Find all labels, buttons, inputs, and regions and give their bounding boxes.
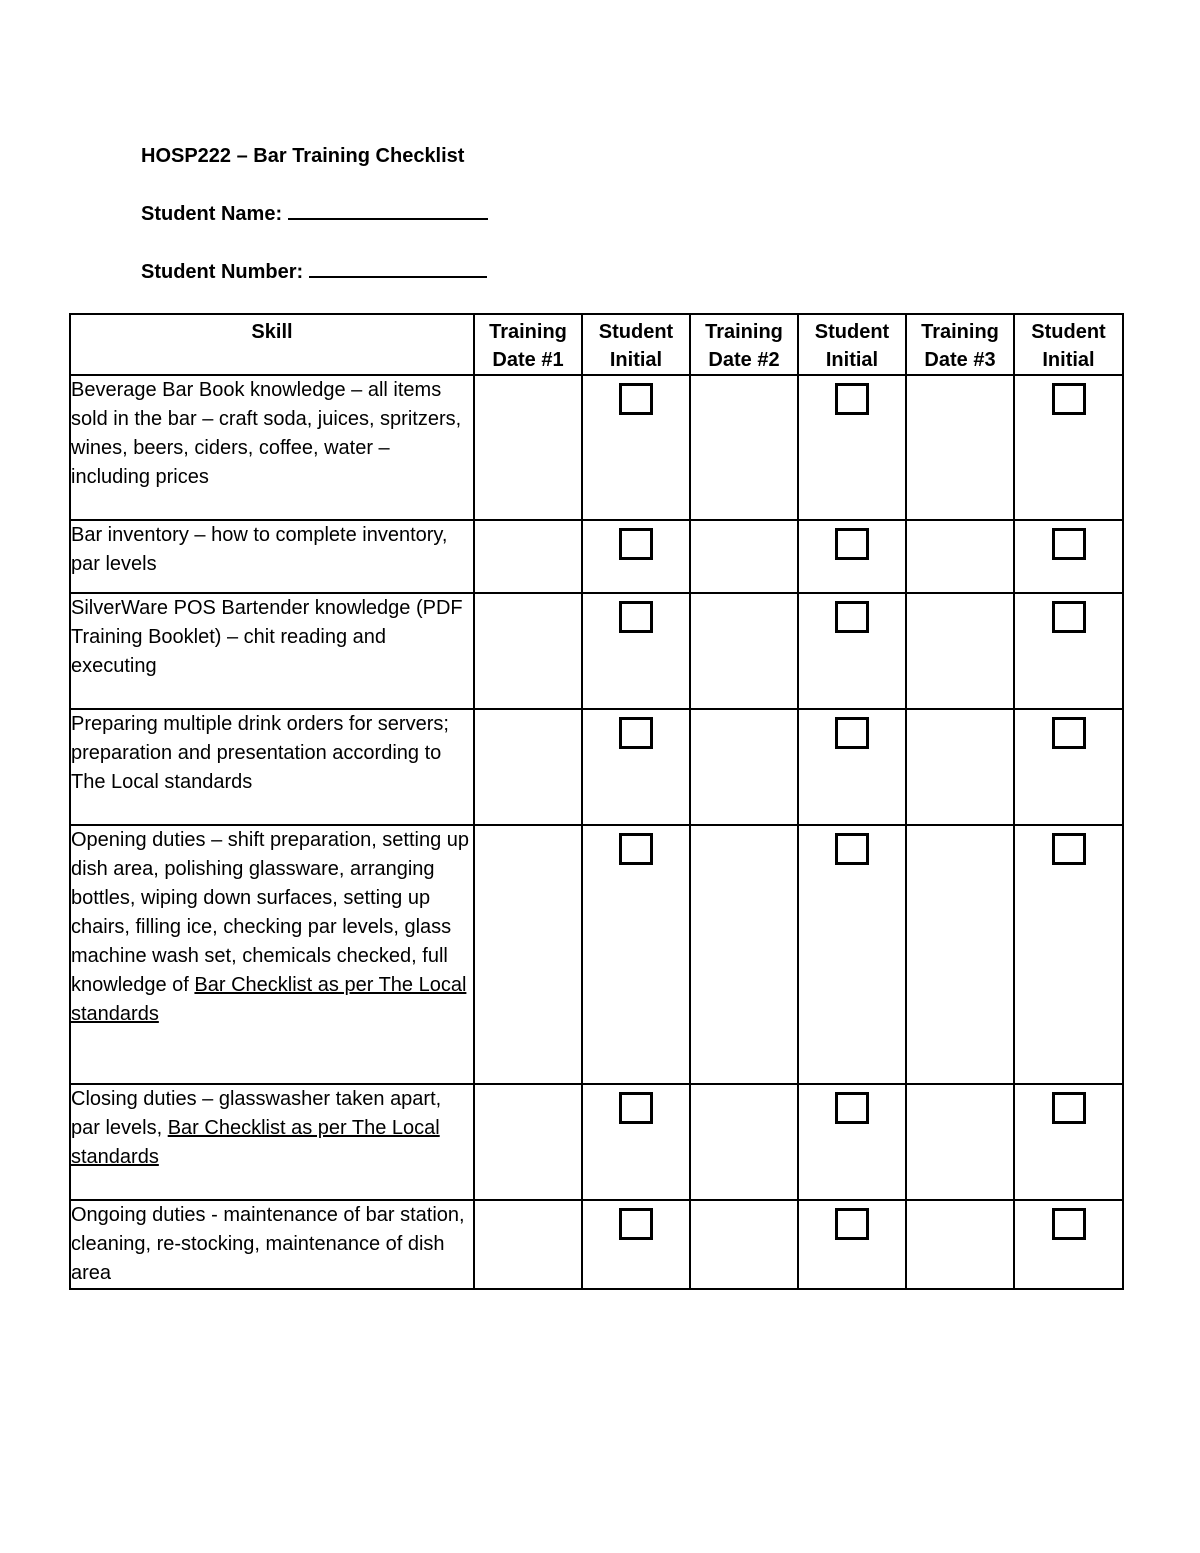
skill-cell (70, 520, 474, 593)
student-initial-3-cell (1014, 825, 1123, 1084)
table-row (70, 1084, 1123, 1200)
column-header-student-initial-3: Student Initial (1014, 314, 1123, 375)
student-initial-3-checkbox[interactable] (1052, 1208, 1086, 1240)
student-initial-1-checkbox[interactable] (619, 601, 653, 633)
student-initial-1-checkbox[interactable] (619, 833, 653, 865)
document-title: HOSP222 – Bar Training Checklist (141, 145, 465, 167)
training-date-2-cell[interactable] (690, 709, 798, 825)
training-date-1-cell[interactable] (474, 375, 582, 520)
table-header-row (70, 314, 1123, 375)
skill-text: Ongoing duties - maintenance of bar station, cleaning, re-stocking, maintenance of dish area (71, 1204, 465, 1284)
skill-cell (70, 593, 474, 709)
student-initial-2-checkbox[interactable] (835, 1208, 869, 1240)
document-header (141, 141, 488, 286)
student-number-field[interactable] (309, 256, 487, 278)
student-initial-1-checkbox[interactable] (619, 717, 653, 749)
student-initial-2-cell (798, 825, 906, 1084)
training-date-3-cell[interactable] (906, 825, 1014, 1084)
table-row (70, 825, 1123, 1084)
student-initial-3-checkbox[interactable] (1052, 601, 1086, 633)
skill-cell (70, 1084, 474, 1200)
column-header-student-initial-2: Student Initial (798, 314, 906, 375)
student-initial-1-cell (582, 593, 690, 709)
student-initial-2-cell (798, 520, 906, 593)
skill-text: Bar inventory – how to complete inventory, par levels (71, 524, 448, 575)
training-date-3-cell[interactable] (906, 1084, 1014, 1200)
student-initial-3-cell (1014, 1084, 1123, 1200)
student-initial-2-checkbox[interactable] (835, 601, 869, 633)
student-initial-2-checkbox[interactable] (835, 528, 869, 560)
table-row (70, 520, 1123, 593)
student-initial-3-cell (1014, 520, 1123, 593)
training-date-2-cell[interactable] (690, 375, 798, 520)
skill-cell (70, 709, 474, 825)
table-row (70, 593, 1123, 709)
skill-cell (70, 825, 474, 1084)
training-date-2-cell[interactable] (690, 593, 798, 709)
student-initial-2-cell (798, 709, 906, 825)
training-date-1-cell[interactable] (474, 593, 582, 709)
student-initial-1-checkbox[interactable] (619, 383, 653, 415)
skill-text: SilverWare POS Bartender knowledge (PDF Training Booklet) – chit reading and executing (71, 597, 463, 677)
bar-checklist-link[interactable]: Bar Checklist as per The Local standards (71, 974, 467, 1025)
training-date-2-cell[interactable] (690, 825, 798, 1084)
student-number-label: Student Number: (141, 261, 304, 283)
training-date-1-cell[interactable] (474, 520, 582, 593)
student-initial-3-cell (1014, 709, 1123, 825)
student-initial-3-cell (1014, 1200, 1123, 1289)
training-date-2-cell[interactable] (690, 1084, 798, 1200)
table-row (70, 375, 1123, 520)
skill-cell (70, 1200, 474, 1289)
student-number-line (141, 256, 488, 286)
training-date-3-cell[interactable] (906, 375, 1014, 520)
student-name-field[interactable] (288, 198, 488, 220)
skill-text: Closing duties – glasswasher taken apart, par levels, (71, 1088, 442, 1139)
student-initial-3-checkbox[interactable] (1052, 717, 1086, 749)
training-date-2-cell[interactable] (690, 1200, 798, 1289)
column-header-training-date-2: Training Date #2 (690, 314, 798, 375)
bar-checklist-link[interactable]: Bar Checklist as per The Local standards (71, 1117, 440, 1168)
skill-text: Opening duties – shift preparation, setting up dish area, polishing glassware, arranging bottles, wiping down surfaces, setting up chairs, filling ice, checking par levels, glass machine wash set, chemicals checked, full knowledge of (71, 829, 470, 996)
student-name-label: Student Name: (141, 203, 283, 225)
student-initial-2-checkbox[interactable] (835, 717, 869, 749)
column-header-skill: Skill (70, 314, 474, 375)
student-name-line (141, 198, 488, 228)
student-initial-1-checkbox[interactable] (619, 1092, 653, 1124)
skill-cell (70, 375, 474, 520)
student-initial-2-cell (798, 1084, 906, 1200)
student-initial-1-cell (582, 709, 690, 825)
student-initial-3-checkbox[interactable] (1052, 1092, 1086, 1124)
training-date-1-cell[interactable] (474, 1084, 582, 1200)
student-initial-3-checkbox[interactable] (1052, 833, 1086, 865)
column-header-training-date-1: Training Date #1 (474, 314, 582, 375)
training-date-1-cell[interactable] (474, 825, 582, 1084)
student-initial-2-checkbox[interactable] (835, 833, 869, 865)
skill-text: Preparing multiple drink orders for servers; preparation and presentation according to The Local standards (71, 713, 449, 793)
training-date-3-cell[interactable] (906, 520, 1014, 593)
student-initial-3-checkbox[interactable] (1052, 528, 1086, 560)
training-checklist-table (69, 313, 1124, 1290)
training-date-3-cell[interactable] (906, 709, 1014, 825)
table-row (70, 709, 1123, 825)
student-initial-2-checkbox[interactable] (835, 383, 869, 415)
student-initial-1-cell (582, 1084, 690, 1200)
student-initial-2-cell (798, 375, 906, 520)
student-initial-1-checkbox[interactable] (619, 1208, 653, 1240)
student-initial-1-cell (582, 520, 690, 593)
student-initial-3-cell (1014, 593, 1123, 709)
student-initial-3-checkbox[interactable] (1052, 383, 1086, 415)
training-date-3-cell[interactable] (906, 1200, 1014, 1289)
student-initial-1-cell (582, 825, 690, 1084)
table-row (70, 1200, 1123, 1289)
skill-text: Beverage Bar Book knowledge – all items sold in the bar – craft soda, juices, spritzers, wines, beers, ciders, coffee, water – including prices (71, 379, 462, 488)
training-date-2-cell[interactable] (690, 520, 798, 593)
student-initial-1-cell (582, 375, 690, 520)
training-date-1-cell[interactable] (474, 709, 582, 825)
student-initial-1-checkbox[interactable] (619, 528, 653, 560)
student-initial-1-cell (582, 1200, 690, 1289)
student-initial-3-cell (1014, 375, 1123, 520)
training-date-3-cell[interactable] (906, 593, 1014, 709)
student-initial-2-checkbox[interactable] (835, 1092, 869, 1124)
student-initial-2-cell (798, 1200, 906, 1289)
training-date-1-cell[interactable] (474, 1200, 582, 1289)
column-header-training-date-3: Training Date #3 (906, 314, 1014, 375)
column-header-student-initial-1: Student Initial (582, 314, 690, 375)
student-initial-2-cell (798, 593, 906, 709)
